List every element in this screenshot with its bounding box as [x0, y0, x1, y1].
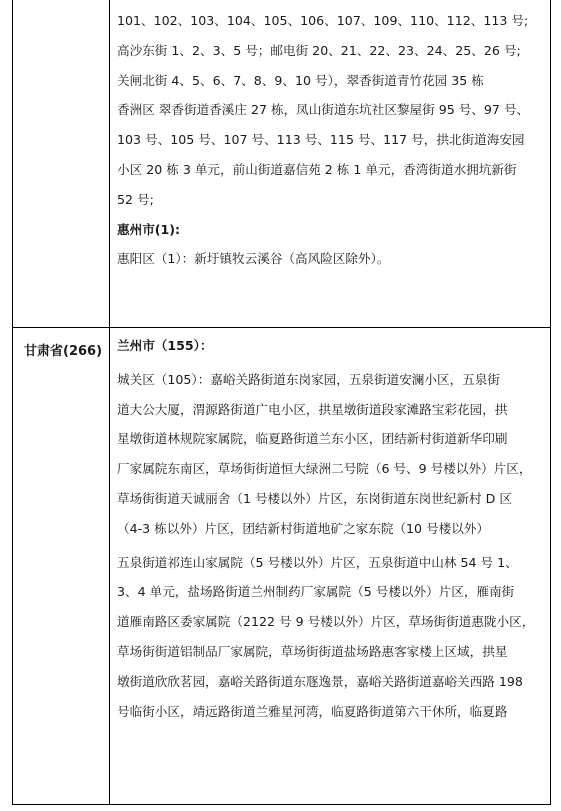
table-border-right	[550, 0, 551, 805]
text-line: 道雁南路区委家属院（2122 号 9 号楼以外）片区，草场街街道惠陇小区，	[117, 614, 535, 630]
table-border-bottom	[12, 804, 551, 805]
text-line: （4-3 栋以外）片区，团结新村街道地矿之家东院（10 号楼以外）	[117, 520, 490, 536]
text-line: 厂家属院东南区，草场街街道恒大绿洲二号院（6 号、9 号楼以外）片区，	[117, 461, 532, 477]
text-line: 小区 20 栋 3 单元，前山街道嘉信苑 2 栋 1 单元，香湾街道水拥坑新街	[117, 161, 517, 177]
text-line: 星墩街道林规院家属院，临夏路街道兰东小区，团结新村街道新华印刷	[117, 431, 508, 447]
text-line: 关闸北街 4、5、6、7、8、9、10 号），翠香街道青竹花园 35 栋	[117, 72, 484, 88]
text-line: 草场街街道天诚丽舍（1 号楼以外）片区，东岗街道东岗世纪新村 D 区	[117, 490, 512, 506]
guangdong-content-cell	[117, 6, 545, 274]
text-line: 五泉街道祁连山家属院（5 号楼以外）片区，五泉街道中山林 54 号 1、	[117, 554, 518, 570]
text-line: 香洲区 翠香街道香溪庄 27 栋，凤山街道东坑社区黎屋街 95 号、97 号、	[117, 102, 530, 118]
text-line: 城关区（105）：嘉峪关路街道东岗家园，五泉街道安澜小区，五泉街	[117, 371, 500, 387]
table-column-divider	[109, 0, 110, 805]
city-heading-lanzhou: 兰州市（155）：	[117, 338, 213, 353]
text-line: 惠阳区（1）：新圩镇牧云溪谷（高风险区除外）。	[117, 251, 390, 267]
text-line: 号临街小区，靖远路街道兰雅星河湾，临夏路街道第六干休所，临夏路	[117, 703, 508, 719]
text-line: 高沙东街 1、2、3、5 号；邮电街 20、21、22、23、24、25、26 号;	[117, 42, 521, 58]
text-line: 墩街道欣欣茗园，嘉峪关路街道东豗逸景，嘉峪关路街道嘉峪关西路 198	[117, 673, 523, 689]
text-line: 3、4 单元，盐场路街道兰州制药厂家属院（5 号楼以外）片区，雁南街	[117, 584, 515, 600]
text-line: 103 号、105 号、107 号、113 号、115 号、117 号，拱北街道海安园	[117, 132, 525, 148]
text-line: 草场街街道铝制品厂家属院，草场街街道盐场路惠客家楼上区域，拱星	[117, 643, 508, 659]
gansu-content-cell	[117, 331, 545, 726]
table-border-left	[12, 0, 13, 805]
city-heading-huizhou: 惠州市(1):	[117, 221, 181, 237]
text-line: 101、102、103、104、105、106、107、109、110、112、113 号;	[117, 13, 529, 28]
province-label-gansu: 甘肃省(266)	[24, 344, 103, 359]
table-row-divider	[12, 327, 551, 328]
text-line: 52 号;	[117, 191, 154, 207]
text-line: 道大公大厦，渭源路街道广电小区，拱星墩街道段家滩路宝彩花园，拱	[117, 401, 508, 417]
